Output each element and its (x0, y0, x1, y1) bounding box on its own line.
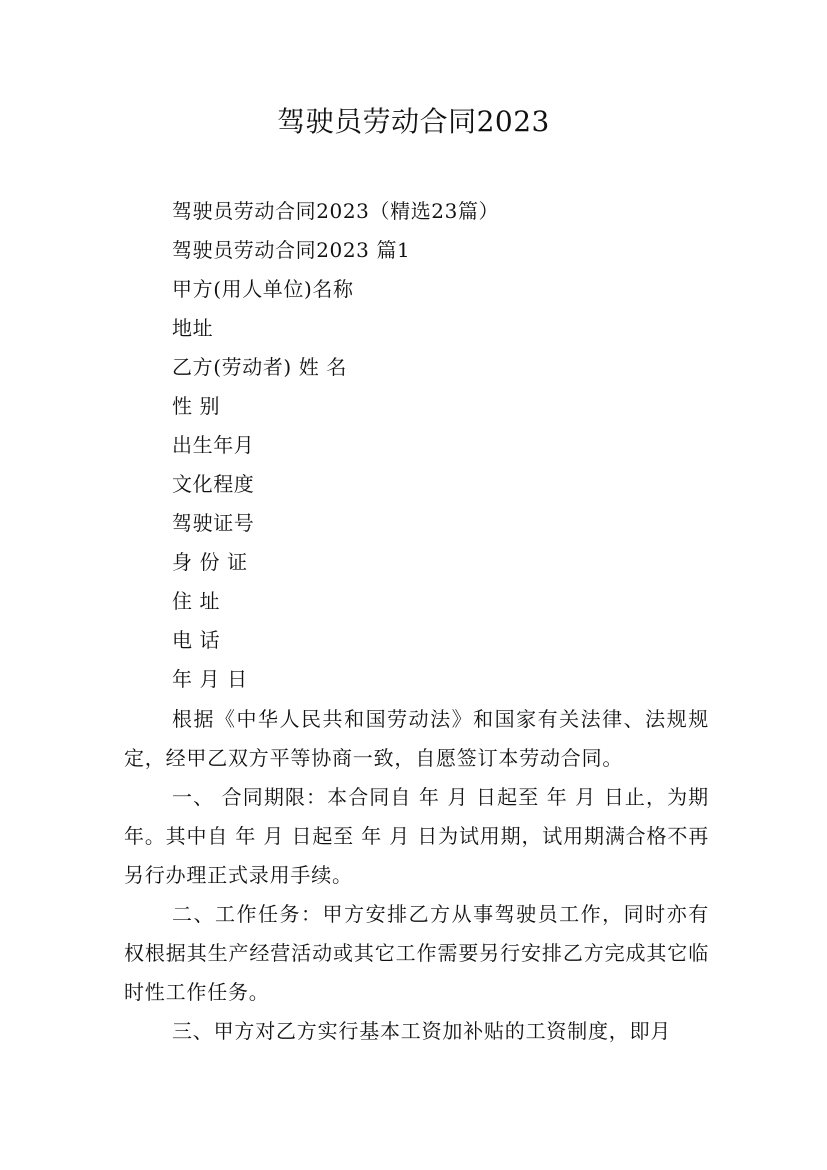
phone-field: 电 话 (172, 628, 221, 652)
id-card-field: 身 份 证 (172, 550, 248, 574)
clause-1-paragraph: 一、 合同期限：本合同自 年 月 日起至 年 月 日止，为期 年。其中自 年 月 日起至 年 月 日为试用期，试用期满合格不再另行办理正式录用手续。 (124, 785, 709, 887)
party-a-name-field: 甲方(用人单位)名称 (172, 277, 354, 301)
residence-field: 住 址 (172, 589, 221, 613)
gender-field: 性 别 (172, 394, 221, 418)
date-field: 年 月 日 (172, 667, 248, 691)
document-subtitle: 驾驶员劳动合同2023（精选23篇） (172, 199, 500, 223)
section-heading: 驾驶员劳动合同2023 篇1 (172, 238, 411, 262)
document-title: 驾驶员劳动合同2023 (277, 105, 550, 138)
clause-2-paragraph: 二、工作任务：甲方安排乙方从事驾驶员工作，同时亦有权根据其生产经营活动或其它工作需要另行安排乙方完成其它临时性工作任务。 (124, 902, 709, 1004)
clause-3-paragraph: 三、甲方对乙方实行基本工资加补贴的工资制度，即月 (172, 1019, 672, 1043)
education-field: 文化程度 (172, 472, 255, 496)
birth-date-field: 出生年月 (172, 433, 255, 457)
party-b-name-field: 乙方(劳动者) 姓 名 (172, 355, 347, 379)
license-number-field: 驾驶证号 (172, 511, 255, 535)
address-field: 地址 (172, 316, 214, 340)
intro-paragraph: 根据《中华人民共和国劳动法》和国家有关法律、法规规定，经甲乙双方平等协商一致，自愿签订本劳动合同。 (124, 707, 709, 770)
